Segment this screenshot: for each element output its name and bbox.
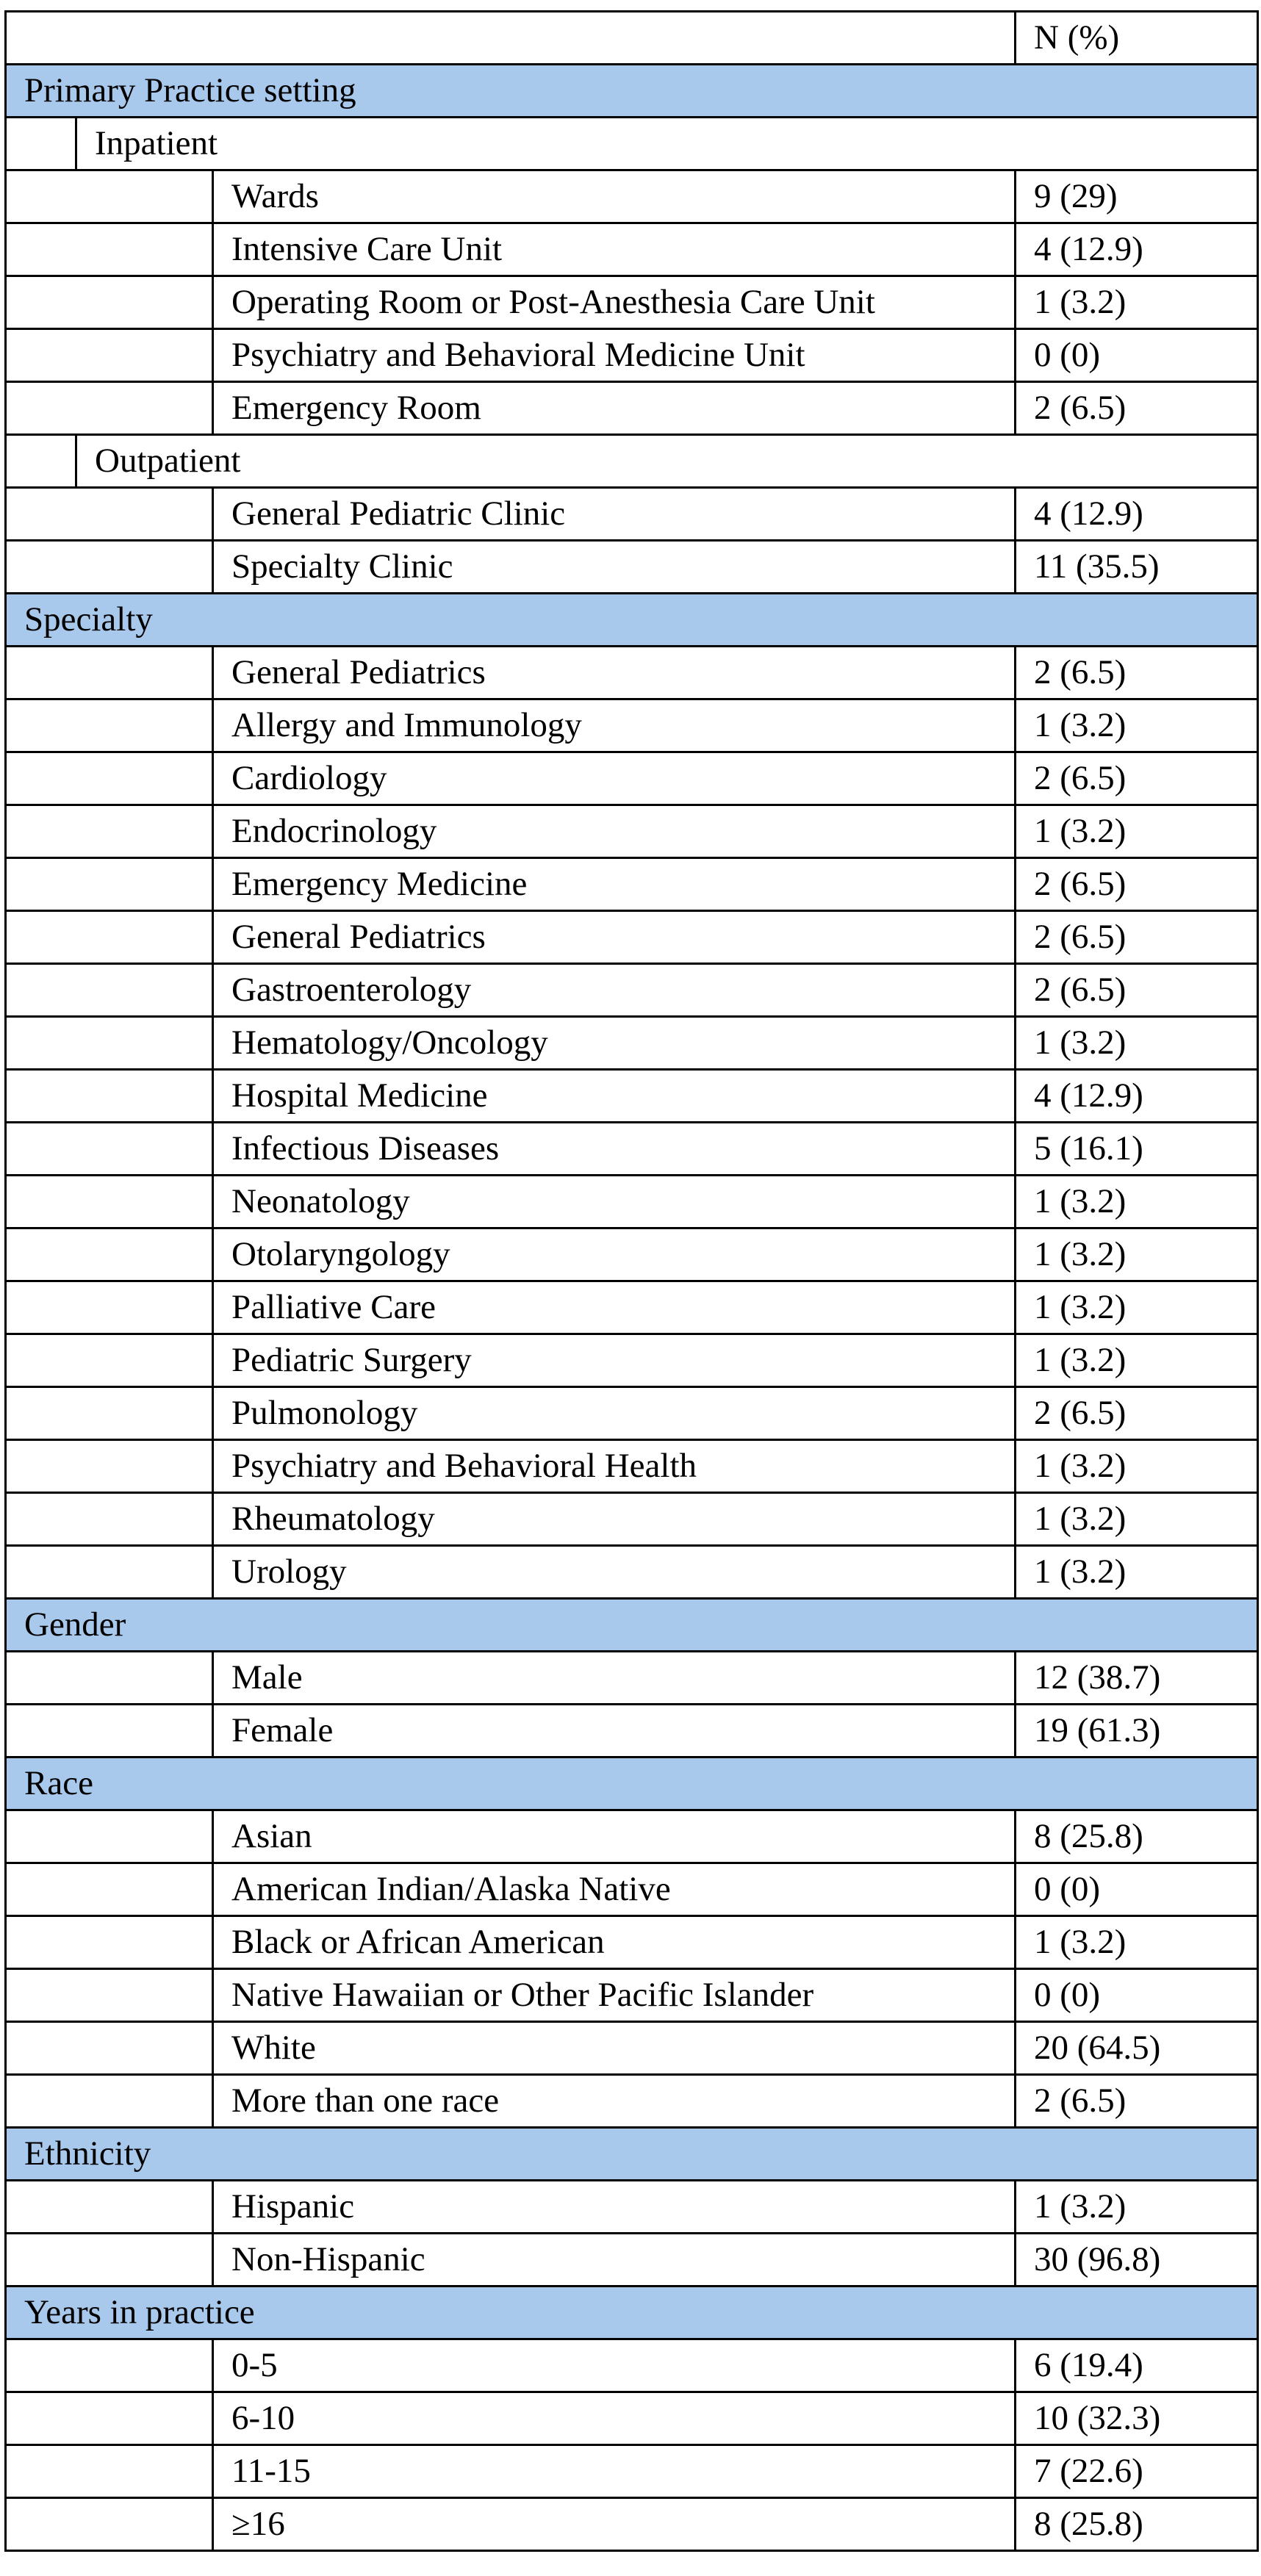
table-row [6, 170, 1258, 223]
row-value: 1 (3.2) [1016, 1228, 1258, 1281]
indent-cell [6, 752, 213, 805]
indent-cell [6, 1705, 213, 1757]
table-row [6, 911, 1258, 964]
row-label: Pulmonology [213, 1387, 1016, 1440]
row-value: 2 (6.5) [1016, 858, 1258, 911]
row-value: 2 (6.5) [1016, 382, 1258, 435]
table-row [6, 1493, 1258, 1546]
section-title: Primary Practice setting [6, 65, 1258, 118]
row-label: Hispanic [213, 2181, 1016, 2234]
section-title: Ethnicity [6, 2128, 1258, 2181]
indent-cell [6, 805, 213, 858]
table-row [6, 1017, 1258, 1070]
indent-cell [6, 647, 213, 699]
header-row [6, 12, 1258, 65]
row-value: 1 (3.2) [1016, 1546, 1258, 1599]
indent-cell [6, 118, 76, 170]
section-title: Gender [6, 1599, 1258, 1652]
row-value: 1 (3.2) [1016, 1440, 1258, 1493]
row-value: 2 (6.5) [1016, 2075, 1258, 2128]
row-value: 12 (38.7) [1016, 1652, 1258, 1705]
indent-cell [6, 1863, 213, 1916]
indent-cell [6, 964, 213, 1017]
table-row [6, 1969, 1258, 2022]
table-row [6, 329, 1258, 382]
row-label: Emergency Medicine [213, 858, 1016, 911]
row-label: Non-Hispanic [213, 2234, 1016, 2287]
row-value: 1 (3.2) [1016, 1281, 1258, 1334]
indent-cell [6, 1810, 213, 1863]
row-label: ≥16 [213, 2498, 1016, 2551]
indent-cell [6, 2022, 213, 2075]
table-row [6, 699, 1258, 752]
indent-cell [6, 2445, 213, 2498]
row-value: 0 (0) [1016, 329, 1258, 382]
indent-cell [6, 1916, 213, 1969]
table-row [6, 647, 1258, 699]
row-label: Allergy and Immunology [213, 699, 1016, 752]
indent-cell [6, 1176, 213, 1228]
table-row [6, 2498, 1258, 2551]
row-label: 0-5 [213, 2339, 1016, 2392]
row-label: Native Hawaiian or Other Pacific Islander [213, 1969, 1016, 2022]
row-label: Hematology/Oncology [213, 1017, 1016, 1070]
row-value: 4 (12.9) [1016, 223, 1258, 276]
table-row [6, 223, 1258, 276]
row-value: 2 (6.5) [1016, 911, 1258, 964]
row-label: Pediatric Surgery [213, 1334, 1016, 1387]
table-row [6, 1123, 1258, 1176]
table-row [6, 1546, 1258, 1599]
table-row [6, 2445, 1258, 2498]
group-title: Inpatient [76, 118, 1258, 170]
row-value: 2 (6.5) [1016, 752, 1258, 805]
indent-cell [6, 1228, 213, 1281]
row-label: General Pediatrics [213, 911, 1016, 964]
row-value: 8 (25.8) [1016, 2498, 1258, 2551]
table-row [6, 2181, 1258, 2234]
row-value: 19 (61.3) [1016, 1705, 1258, 1757]
table-body [6, 12, 1258, 2551]
section-row [6, 1757, 1258, 1810]
indent-cell [6, 911, 213, 964]
row-label: White [213, 2022, 1016, 2075]
table-row [6, 1070, 1258, 1123]
indent-cell [6, 223, 213, 276]
section-row [6, 2128, 1258, 2181]
row-value: 8 (25.8) [1016, 1810, 1258, 1863]
table-row [6, 2339, 1258, 2392]
section-row [6, 2287, 1258, 2339]
row-label: Psychiatry and Behavioral Medicine Unit [213, 329, 1016, 382]
row-value: 1 (3.2) [1016, 1334, 1258, 1387]
indent-cell [6, 1070, 213, 1123]
row-value: 1 (3.2) [1016, 805, 1258, 858]
row-label: General Pediatrics [213, 647, 1016, 699]
table-row [6, 2234, 1258, 2287]
row-value: 2 (6.5) [1016, 647, 1258, 699]
group-title: Outpatient [76, 435, 1258, 488]
row-value: 1 (3.2) [1016, 1017, 1258, 1070]
indent-cell [6, 2075, 213, 2128]
indent-cell [6, 1017, 213, 1070]
table-row [6, 1810, 1258, 1863]
indent-cell [6, 2498, 213, 2551]
row-value: 30 (96.8) [1016, 2234, 1258, 2287]
row-label: Otolaryngology [213, 1228, 1016, 1281]
row-label: 6-10 [213, 2392, 1016, 2445]
row-value: 1 (3.2) [1016, 1176, 1258, 1228]
row-label: Psychiatry and Behavioral Health [213, 1440, 1016, 1493]
table-row [6, 1387, 1258, 1440]
section-title: Specialty [6, 594, 1258, 647]
table-row [6, 488, 1258, 541]
table-row [6, 541, 1258, 594]
section-row [6, 1599, 1258, 1652]
indent-cell [6, 1387, 213, 1440]
row-label: Neonatology [213, 1176, 1016, 1228]
table-row [6, 2075, 1258, 2128]
table-row [6, 1281, 1258, 1334]
indent-cell [6, 1334, 213, 1387]
table-row [6, 1916, 1258, 1969]
row-value: 6 (19.4) [1016, 2339, 1258, 2392]
indent-cell [6, 435, 76, 488]
table-row [6, 382, 1258, 435]
row-label: American Indian/Alaska Native [213, 1863, 1016, 1916]
row-value: 0 (0) [1016, 1969, 1258, 2022]
section-title: Race [6, 1757, 1258, 1810]
indent-cell [6, 1652, 213, 1705]
indent-cell [6, 488, 213, 541]
indent-cell [6, 1969, 213, 2022]
table-row [6, 1652, 1258, 1705]
row-label: Rheumatology [213, 1493, 1016, 1546]
row-label: Male [213, 1652, 1016, 1705]
header-value-cell: N (%) [1016, 12, 1258, 65]
row-label: More than one race [213, 2075, 1016, 2128]
row-label: Intensive Care Unit [213, 223, 1016, 276]
row-value: 1 (3.2) [1016, 1493, 1258, 1546]
row-label: General Pediatric Clinic [213, 488, 1016, 541]
indent-cell [6, 170, 213, 223]
table-row [6, 1863, 1258, 1916]
row-value: 4 (12.9) [1016, 488, 1258, 541]
table-row [6, 964, 1258, 1017]
section-row [6, 594, 1258, 647]
table-row [6, 752, 1258, 805]
row-value: 7 (22.6) [1016, 2445, 1258, 2498]
table-row [6, 1334, 1258, 1387]
indent-cell [6, 541, 213, 594]
table-row [6, 1176, 1258, 1228]
section-row [6, 65, 1258, 118]
indent-cell [6, 2339, 213, 2392]
row-label: Urology [213, 1546, 1016, 1599]
row-value: 4 (12.9) [1016, 1070, 1258, 1123]
row-label: Asian [213, 1810, 1016, 1863]
row-label: Emergency Room [213, 382, 1016, 435]
table-row [6, 2022, 1258, 2075]
header-label-cell [6, 12, 1016, 65]
table-row [6, 1228, 1258, 1281]
row-value: 1 (3.2) [1016, 276, 1258, 329]
row-label: Operating Room or Post-Anesthesia Care Unit [213, 276, 1016, 329]
row-label: Specialty Clinic [213, 541, 1016, 594]
row-label: Palliative Care [213, 1281, 1016, 1334]
indent-cell [6, 2392, 213, 2445]
table-row [6, 805, 1258, 858]
table-row [6, 276, 1258, 329]
indent-cell [6, 329, 213, 382]
row-value: 2 (6.5) [1016, 964, 1258, 1017]
indent-cell [6, 1493, 213, 1546]
indent-cell [6, 1123, 213, 1176]
row-label: Wards [213, 170, 1016, 223]
indent-cell [6, 1440, 213, 1493]
row-label: Cardiology [213, 752, 1016, 805]
indent-cell [6, 1281, 213, 1334]
row-label: Hospital Medicine [213, 1070, 1016, 1123]
demographics-table [4, 10, 1259, 2552]
row-value: 2 (6.5) [1016, 1387, 1258, 1440]
row-value: 20 (64.5) [1016, 2022, 1258, 2075]
row-label: Black or African American [213, 1916, 1016, 1969]
row-label: 11-15 [213, 2445, 1016, 2498]
row-value: 1 (3.2) [1016, 699, 1258, 752]
table-row [6, 858, 1258, 911]
table-row [6, 1440, 1258, 1493]
row-value: 11 (35.5) [1016, 541, 1258, 594]
row-value: 5 (16.1) [1016, 1123, 1258, 1176]
section-title: Years in practice [6, 2287, 1258, 2339]
indent-cell [6, 699, 213, 752]
indent-cell [6, 858, 213, 911]
indent-cell [6, 2234, 213, 2287]
row-value: 1 (3.2) [1016, 1916, 1258, 1969]
row-value: 10 (32.3) [1016, 2392, 1258, 2445]
indent-cell [6, 1546, 213, 1599]
row-value: 9 (29) [1016, 170, 1258, 223]
table-row [6, 2392, 1258, 2445]
row-value: 0 (0) [1016, 1863, 1258, 1916]
indent-cell [6, 382, 213, 435]
indent-cell [6, 276, 213, 329]
group-row [6, 118, 1258, 170]
row-label: Infectious Diseases [213, 1123, 1016, 1176]
table-row [6, 1705, 1258, 1757]
indent-cell [6, 2181, 213, 2234]
row-label: Gastroenterology [213, 964, 1016, 1017]
row-label: Female [213, 1705, 1016, 1757]
row-value: 1 (3.2) [1016, 2181, 1258, 2234]
group-row [6, 435, 1258, 488]
row-label: Endocrinology [213, 805, 1016, 858]
